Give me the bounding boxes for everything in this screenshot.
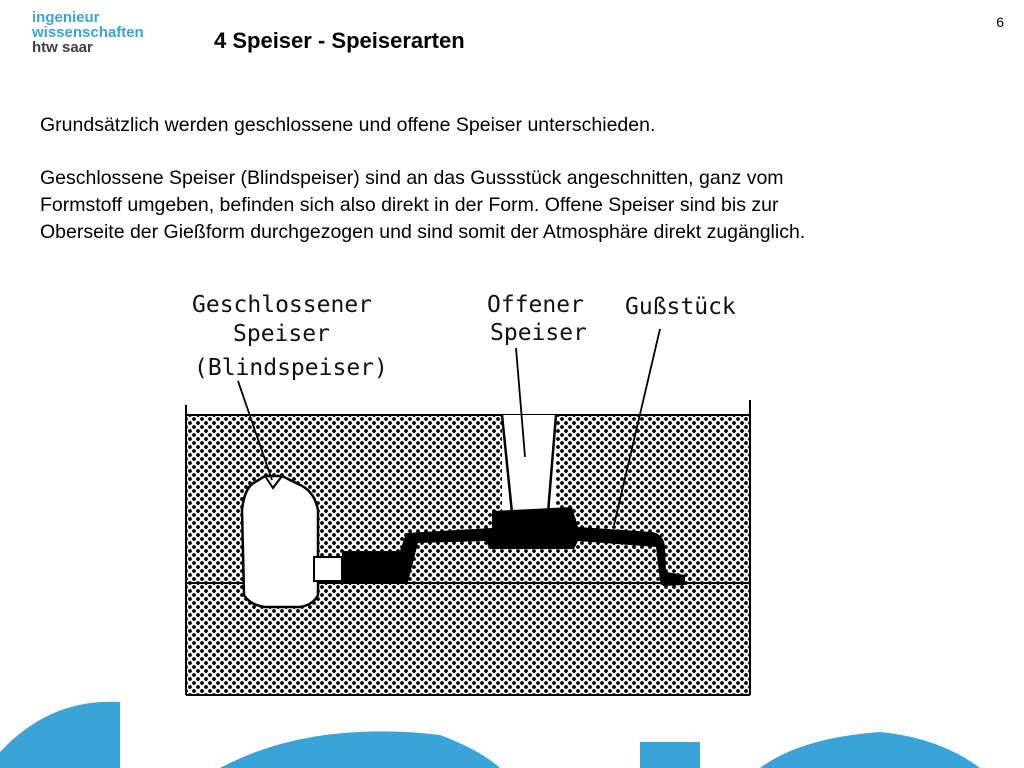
- slide-title: 4 Speiser - Speiserarten: [214, 28, 465, 53]
- label-open-feeder-2: Speiser: [490, 320, 587, 346]
- label-open-feeder-1: Offener: [487, 292, 584, 318]
- label-closed-feeder-1: Geschlossener: [192, 292, 373, 318]
- logo-line-ingenieur: ingenieur: [32, 9, 100, 26]
- label-closed-feeder-2: Speiser: [233, 321, 330, 347]
- labels: [192, 292, 736, 381]
- paragraph-intro: Grundsätzlich werden geschlossene und offene Speiser unterschieden.: [40, 114, 656, 136]
- paragraph-details-line-1: Geschlossene Speiser (Blindspeiser) sind an das Gussstück angeschnitten, ganz vom: [40, 167, 784, 189]
- open-feeder: [502, 415, 556, 513]
- paragraph-details: [40, 165, 940, 246]
- body-text: [40, 112, 940, 246]
- paragraph-details-line-3: Oberseite der Gießform durchgezogen und sind somit der Atmosphäre direkt zugänglich.: [40, 221, 806, 243]
- label-closed-feeder-3: (Blindspeiser): [194, 355, 388, 381]
- page-number: 6: [996, 14, 1004, 30]
- feeder-types-diagram: [180, 285, 760, 700]
- htw-saar-logo: [32, 10, 144, 55]
- label-casting: Gußstück: [625, 294, 736, 320]
- decorative-background-shapes: [0, 680, 1024, 768]
- paragraph-details-line-2: Formstoff umgeben, befinden sich also direkt in der Form. Offene Speiser sind bis zur: [40, 194, 779, 216]
- logo-line-htw-saar: htw saar: [32, 39, 93, 56]
- logo-line-wissenschaften: wissenschaften: [32, 24, 144, 41]
